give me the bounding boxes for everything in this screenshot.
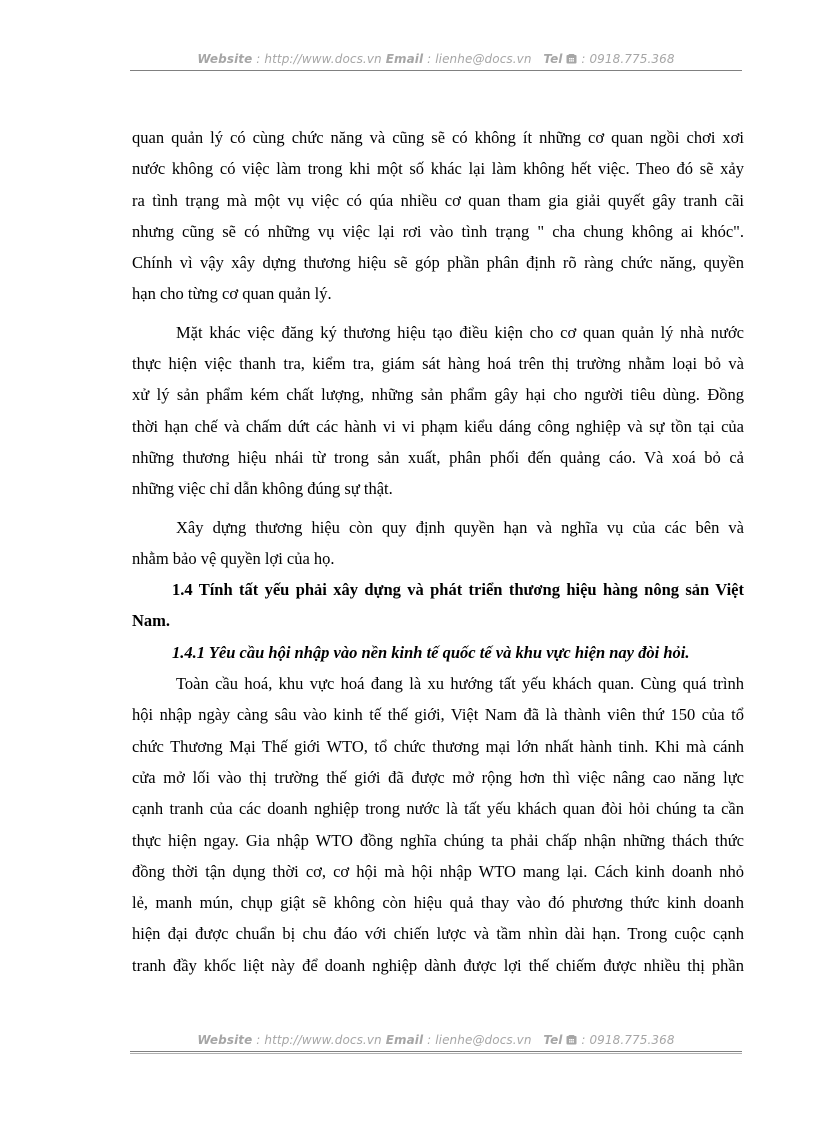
header-website-sep: : xyxy=(252,52,265,66)
text-line: nhưng cũng sẽ có những vụ việc lại rơi vào tình trạng " cha chung không ai khóc". xyxy=(132,221,744,241)
footer-website-sep: : xyxy=(252,1033,265,1047)
text-line: xử lý sản phẩm kém chất lượng, những sản phẩm gây hại cho người tiêu dùng. Đồng xyxy=(132,385,744,405)
text-line: chức Thương Mại Thế giới WTO, tổ chức thương mại lớn nhất hành tinh. Khi mà cánh xyxy=(132,736,744,756)
header-website-url: http://www.docs.vn xyxy=(264,52,382,66)
header-email-value: lienhe@docs.vn xyxy=(435,52,532,66)
phone-icon xyxy=(566,1033,577,1047)
heading-line: 1.4 Tính tất yếu phải xây dựng và phát triển thương hiệu hàng nông sản Việt xyxy=(172,580,744,600)
footer-email-sep: : xyxy=(423,1033,436,1047)
text-line: hạn cho từng cơ quan quản lý. xyxy=(132,284,332,304)
text-line: quan quản lý có cùng chức năng và cũng sẽ có không ít những cơ quan ngồi chơi xơi xyxy=(132,128,744,147)
text-line: hiện đại được chuẩn bị chu đáo với chiến lược và tầm nhìn dài hạn. Trong cuộc cạnh xyxy=(132,924,744,944)
footer-tel-label: Tel xyxy=(543,1033,563,1047)
text-line: Chính vì vậy xây dựng thương hiệu sẽ góp phần phân định rõ ràng chức năng, quyền xyxy=(132,253,744,273)
header-website-label: Website xyxy=(197,52,253,66)
footer-tel-sep: : xyxy=(577,1033,590,1047)
text-line: lẻ, manh mún, chụp giật sẽ không còn hiệu quả thay vào đó phương thức kinh doanh xyxy=(132,893,744,913)
text-line: thực hiện ngay. Gia nhập WTO đồng nghĩa chúng ta phải chấp nhận những thách thức xyxy=(132,830,744,850)
text-line: đồng thời tận dụng thời cơ, cơ hội mà hội nhập WTO mang lại. Cách kinh doanh nhỏ xyxy=(132,861,744,881)
text-line: ra tình trạng mà một vụ việc có qúa nhiều cơ quan tham gia giải quyết gây tranh cãi xyxy=(132,190,744,210)
text-line: Mặt khác việc đăng ký thương hiệu tạo điều kiện cho cơ quan quản lý nhà nước xyxy=(176,322,744,342)
header-tel-value: 0918.775.368 xyxy=(589,52,675,66)
text-line: thực hiện việc thanh tra, kiểm tra, giám sát hàng hoá trên thị trường nhằm loại bỏ và xyxy=(132,354,744,374)
header-rule xyxy=(130,70,742,71)
paragraph-3 xyxy=(132,512,744,575)
text-line: cửa mở lối vào thị trường thế giới đã được mở rộng hơn thì việc nâng cao năng lực xyxy=(132,767,744,787)
text-line: Xây dựng thương hiệu còn quy định quyền hạn và nghĩa vụ của các bên và xyxy=(176,517,744,537)
subsection-heading-1-4-1: 1.4.1 Yêu cầu hội nhập vào nền kinh tế quốc tế và khu vực hiện nay đòi hỏi. xyxy=(172,642,690,662)
text-line: nhằm bảo vệ quyền lợi của họ. xyxy=(132,548,335,568)
footer-website-label: Website xyxy=(197,1033,253,1047)
footer-tel-value: 0918.775.368 xyxy=(589,1033,675,1047)
footer-email-label: Email xyxy=(385,1033,424,1047)
text-line: tranh đầy khốc liệt này để doanh nghiệp dành được lợi thế chiếm được nhiều thị phần xyxy=(132,955,744,975)
paragraph-1 xyxy=(132,122,744,310)
text-line: nước không có việc làm trong khi một số khác lại làm không hết việc. Theo đó sẽ xảy xyxy=(132,159,744,179)
footer-email-value: lienhe@docs.vn xyxy=(435,1033,532,1047)
paragraph-4 xyxy=(132,668,744,981)
heading-line: Nam. xyxy=(132,611,171,631)
footer-website-url: http://www.docs.vn xyxy=(264,1033,382,1047)
section-heading-1-4 xyxy=(132,574,744,637)
text-line: hội nhập ngày càng sâu vào kinh tế thế giới, Việt Nam đã là thành viên thứ 150 của tổ xyxy=(132,705,744,725)
text-line: những thương hiệu nhái từ trong sản xuất, phân phối đến quảng cáo. Và xoá bỏ cả xyxy=(132,447,744,467)
text-line: những việc chỉ dẫn không đúng sự thật. xyxy=(132,479,393,499)
page-header xyxy=(130,52,742,66)
paragraph-2 xyxy=(132,317,744,505)
header-tel-sep: : xyxy=(577,52,590,66)
phone-icon xyxy=(566,52,577,66)
document-body xyxy=(132,122,744,981)
header-email-sep: : xyxy=(423,52,436,66)
text-line: Toàn cầu hoá, khu vực hoá đang là xu hướng tất yếu khách quan. Cùng quá trình xyxy=(176,674,744,694)
text-line: cạnh tranh của các doanh nghiệp trong nước là tất yếu khách quan đòi hỏi chúng ta cần xyxy=(132,799,744,819)
page-footer xyxy=(130,1033,742,1047)
text-line: thời hạn chế và chấm dứt các hành vi vi phạm kiểu dáng công nghiệp và sự tồn tại của xyxy=(132,416,744,436)
header-tel-label: Tel xyxy=(543,52,563,66)
footer-rule xyxy=(130,1051,742,1054)
header-email-label: Email xyxy=(385,52,424,66)
